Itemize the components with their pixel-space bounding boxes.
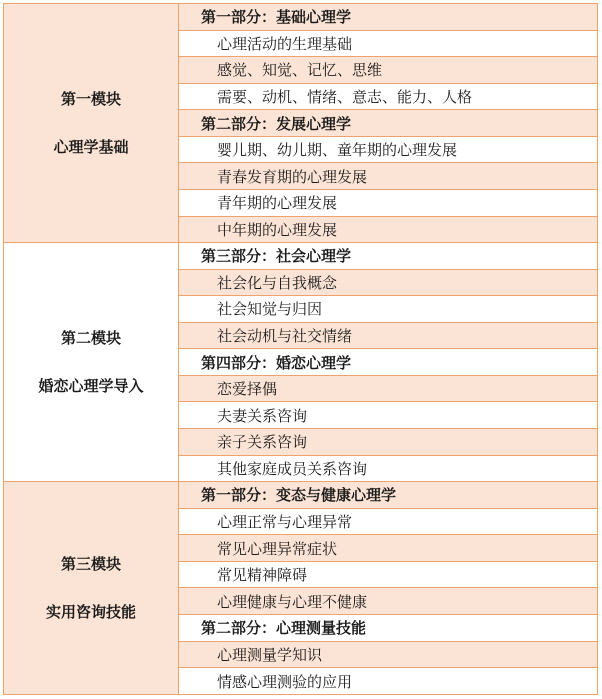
table-row <box>4 4 598 31</box>
topic-item: 情感心理测验的应用 <box>179 668 598 695</box>
topic-item: 夫妻关系咨询 <box>179 402 598 429</box>
topic-item: 社会知觉与归因 <box>179 296 598 323</box>
module-title: 第一模块 <box>60 89 121 108</box>
section-heading: 第二部分：发展心理学 <box>179 110 598 137</box>
topic-item: 常见心理异常症状 <box>179 535 598 562</box>
section-heading: 第一部分：基础心理学 <box>179 4 598 31</box>
module-cell <box>4 4 179 243</box>
topic-item: 恋爱择偶 <box>179 375 598 402</box>
topic-item: 心理健康与心理不健康 <box>179 588 598 615</box>
topic-item: 青年期的心理发展 <box>179 189 598 216</box>
topic-item: 心理测量学知识 <box>179 641 598 668</box>
topic-item: 心理活动的生理基础 <box>179 30 598 57</box>
topic-item: 感觉、知觉、记忆、思维 <box>179 57 598 84</box>
section-heading: 第四部分：婚恋心理学 <box>179 349 598 376</box>
topic-item: 婴儿期、幼儿期、童年期的心理发展 <box>179 136 598 163</box>
module-cell <box>4 482 179 695</box>
topic-item: 青春发育期的心理发展 <box>179 163 598 190</box>
module-subtitle: 实用咨询技能 <box>45 602 136 621</box>
table-row <box>4 482 598 509</box>
module-title: 第三模块 <box>60 554 121 573</box>
curriculum-table <box>3 3 598 695</box>
topic-item: 常见精神障碍 <box>179 561 598 588</box>
topic-item: 社会动机与社交情绪 <box>179 322 598 349</box>
topic-item: 需要、动机、情绪、意志、能力、人格 <box>179 83 598 110</box>
topic-item: 亲子关系咨询 <box>179 429 598 456</box>
section-heading: 第三部分：社会心理学 <box>179 243 598 270</box>
module-subtitle: 婚恋心理学导入 <box>38 376 144 395</box>
module-cell <box>4 243 179 482</box>
module-title: 第二模块 <box>60 328 121 347</box>
curriculum-table-body <box>4 4 598 695</box>
topic-item: 社会化与自我概念 <box>179 269 598 296</box>
module-subtitle: 心理学基础 <box>53 137 129 156</box>
table-row <box>4 243 598 270</box>
section-heading: 第二部分：心理测量技能 <box>179 614 598 641</box>
section-heading: 第一部分：变态与健康心理学 <box>179 482 598 509</box>
topic-item: 心理正常与心理异常 <box>179 508 598 535</box>
topic-item: 其他家庭成员关系咨询 <box>179 455 598 482</box>
topic-item: 中年期的心理发展 <box>179 216 598 243</box>
